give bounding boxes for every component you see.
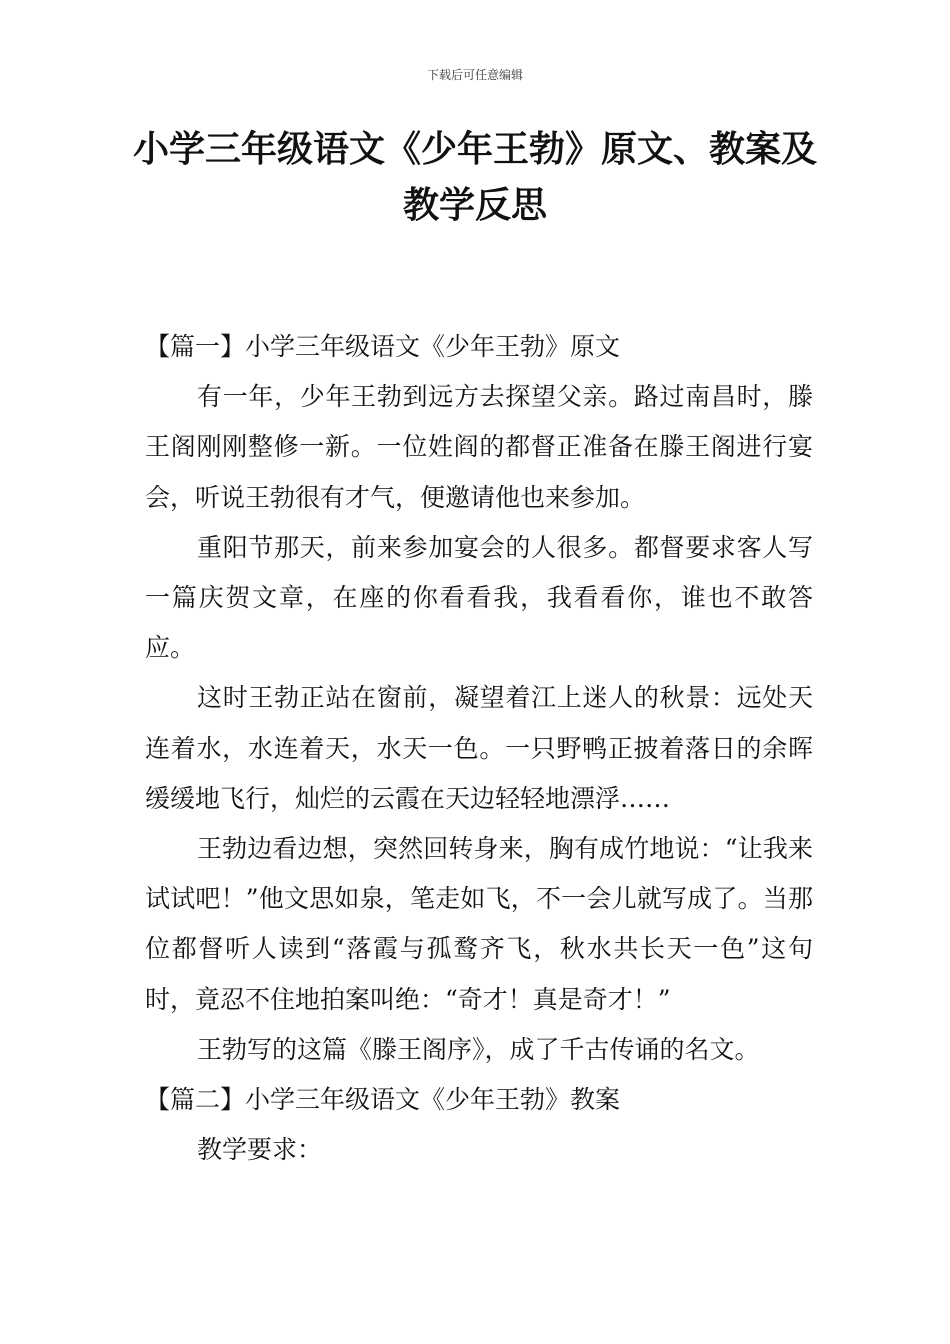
header-note: 下载后可任意编辑 [426, 68, 523, 82]
section-heading-1: 【篇一】小学三年级语文《少年王勃》原文 [145, 332, 621, 361]
document-body [145, 322, 813, 1175]
paragraph: 这时王勃正站在窗前，凝望着江上迷人的秋景：远处天连着水，水连着天，水天一色。一只野鸭正披着落日的余晖缓缓地飞行，灿烂的云霞在天边轻轻地漂浮…… [145, 683, 813, 813]
paragraph: 教学要求： [197, 1135, 323, 1165]
paragraph: 王勃写的这篇《滕王阁序》，成了千古传诵的名文。 [197, 1034, 760, 1064]
section-heading-2: 【篇二】小学三年级语文《少年王勃》教案 [145, 1085, 621, 1115]
document-title: 小学三年级语文《少年王勃》原文、教案及教学反思 [132, 129, 817, 226]
paragraph: 有一年，少年王勃到远方去探望父亲。路过南昌时，滕王阁刚刚整修一新。一位姓阎的都督正准备在滕王阁进行宴会，听说王勃很有才气，便邀请他也来参加。 [145, 382, 813, 512]
paragraph: 王勃边看边想，突然回转身来，胸有成竹地说：“让我来试试吧！”他文思如泉，笔走如飞，不一会儿就写成了。当那位都督听人读到“落霞与孤鹜齐飞，秋水共长天一色”这句时，竟忍不住地拍案叫绝：“奇才！真是奇才！” [145, 834, 813, 1014]
paragraph: 重阳节那天，前来参加宴会的人很多。都督要求客人写一篇庆贺文章，在座的你看看我，我看看你，谁也不敢答应。 [145, 532, 813, 663]
